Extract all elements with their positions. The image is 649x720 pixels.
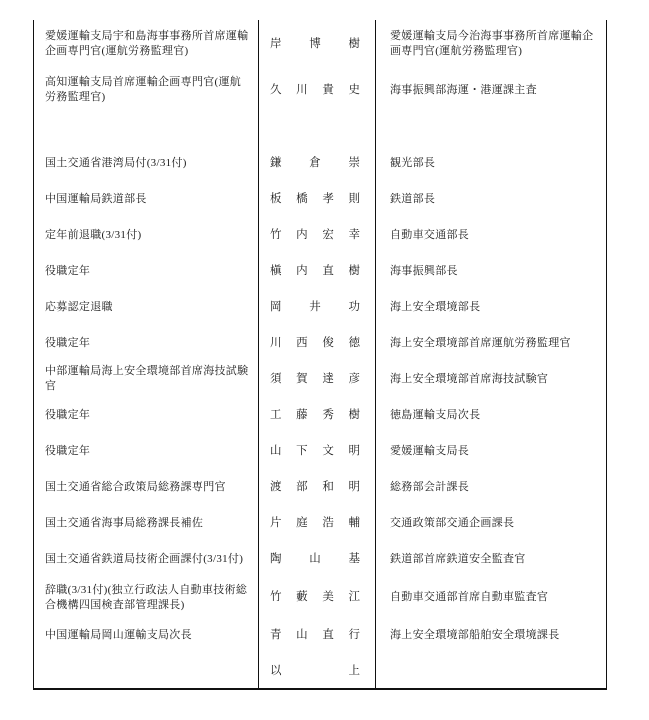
person-name: 槇 内 直 樹 [270,264,360,277]
former-position-cell: 中国運輸局鉄道部長 [45,192,147,205]
table-rows [33,20,607,688]
closing-mark: 以 上 [270,664,360,677]
name-cell [258,156,375,171]
table-row [33,181,607,217]
table-row [33,68,607,112]
new-position-cell: 海事振興部長 [390,264,458,277]
former-position-cell: 国土交通省海事局総務課長補佐 [45,516,204,529]
name-cell [258,664,375,679]
former-position-cell: 辞職(3/31付)(独立行政法人自動車技術総合機構四国検査部管理課長) [45,583,248,611]
new-position-cell: 海上安全環境部船舶安全環境課長 [390,628,560,641]
former-position-cell: 役職定年 [45,336,91,349]
name-cell [258,336,375,351]
new-position-cell: 自動車交通部長 [390,228,470,241]
former-position-cell: 中国運輸局岡山運輸支局次長 [45,628,192,641]
name-cell [258,372,375,387]
former-position-cell: 役職定年 [45,408,91,421]
name-cell [258,300,375,315]
name-cell [258,264,375,279]
former-position-cell: 定年前退職(3/31付) [45,228,142,241]
table-row [33,325,607,361]
person-name: 板 橋 孝 則 [270,192,360,205]
name-cell [258,628,375,643]
table-row [33,20,607,68]
person-name: 川 西 俊 徳 [270,336,360,349]
table-row [33,217,607,253]
name-cell [258,192,375,207]
table-row [33,618,607,652]
name-cell [258,408,375,423]
table-row [33,577,607,618]
new-position-cell: 鉄道部首席鉄道安全監査官 [390,552,526,565]
table-row [33,253,607,289]
person-name: 渡 部 和 明 [270,480,360,493]
person-name: 岡 井 功 [270,300,360,313]
person-name: 竹 藪 美 江 [270,591,360,603]
new-position-cell: 海上安全環境部首席運航労務監理官 [390,336,571,349]
empty-row-spacer [33,112,607,145]
name-cell [258,83,375,98]
table-row [33,505,607,541]
name-cell [258,37,375,52]
new-position-cell: 海事振興部海運・港運課主査 [390,83,537,96]
new-position-cell: 鉄道部長 [390,192,436,205]
new-position-cell: 愛媛運輸支局今治海事事務所首席運輸企画専門官(運航労務監理官) [390,30,594,57]
former-position-cell: 役職定年 [45,444,91,457]
new-position-cell: 海上安全環境部長 [390,300,481,313]
former-position-cell: 高知運輸支局首席運輸企画専門官(運航労務監理官) [45,76,242,103]
former-position-cell: 応募認定退職 [45,300,113,313]
former-position-cell: 国土交通省港湾局付(3/31付) [45,156,187,169]
table-row [33,433,607,469]
name-cell [258,444,375,459]
former-position-cell: 役職定年 [45,264,91,277]
person-name: 青 山 直 行 [270,628,360,641]
new-position-cell: 交通政策部交通企画課長 [390,516,515,529]
table-row-closing [33,652,607,690]
table-row [33,397,607,433]
table-row [33,541,607,577]
name-cell [258,552,375,567]
person-name: 工 藤 秀 樹 [270,408,360,421]
person-name: 久 川 貴 史 [270,83,360,96]
table-row [33,289,607,325]
table-row [33,469,607,505]
person-name: 岸 博 樹 [270,37,360,50]
name-cell [258,516,375,531]
name-cell [258,480,375,495]
former-position-cell: 中部運輸局海上安全環境部首席海技試験官 [45,365,249,392]
new-position-cell: 愛媛運輸支局長 [390,444,470,457]
former-position-cell: 国土交通省鉄道局技術企画課付(3/31付) [45,552,244,565]
name-cell [258,590,375,605]
table-row [33,361,607,397]
person-name: 山 下 文 明 [270,444,360,457]
new-position-cell: 観光部長 [390,156,436,169]
new-position-cell: 自動車交通部首席自動車監査官 [390,591,549,603]
name-cell [258,228,375,243]
former-position-cell: 国土交通省総合政策局総務課専門官 [45,480,226,493]
personnel-transfer-table [33,20,607,690]
former-position-cell: 愛媛運輸支局宇和島海事事務所首席運輸企画専門官(運航労務監理官) [45,30,249,57]
person-name: 陶 山 基 [270,552,360,565]
new-position-cell: 徳島運輸支局次長 [390,408,481,421]
person-name: 鎌 倉 崇 [270,156,360,169]
new-position-cell: 総務部会計課長 [390,480,470,493]
table-row [33,145,607,181]
person-name: 須 賀 達 彦 [270,372,360,385]
person-name: 竹 内 宏 幸 [270,228,360,241]
person-name: 片 庭 浩 輔 [270,516,360,529]
new-position-cell: 海上安全環境部首席海技試験官 [390,372,549,385]
